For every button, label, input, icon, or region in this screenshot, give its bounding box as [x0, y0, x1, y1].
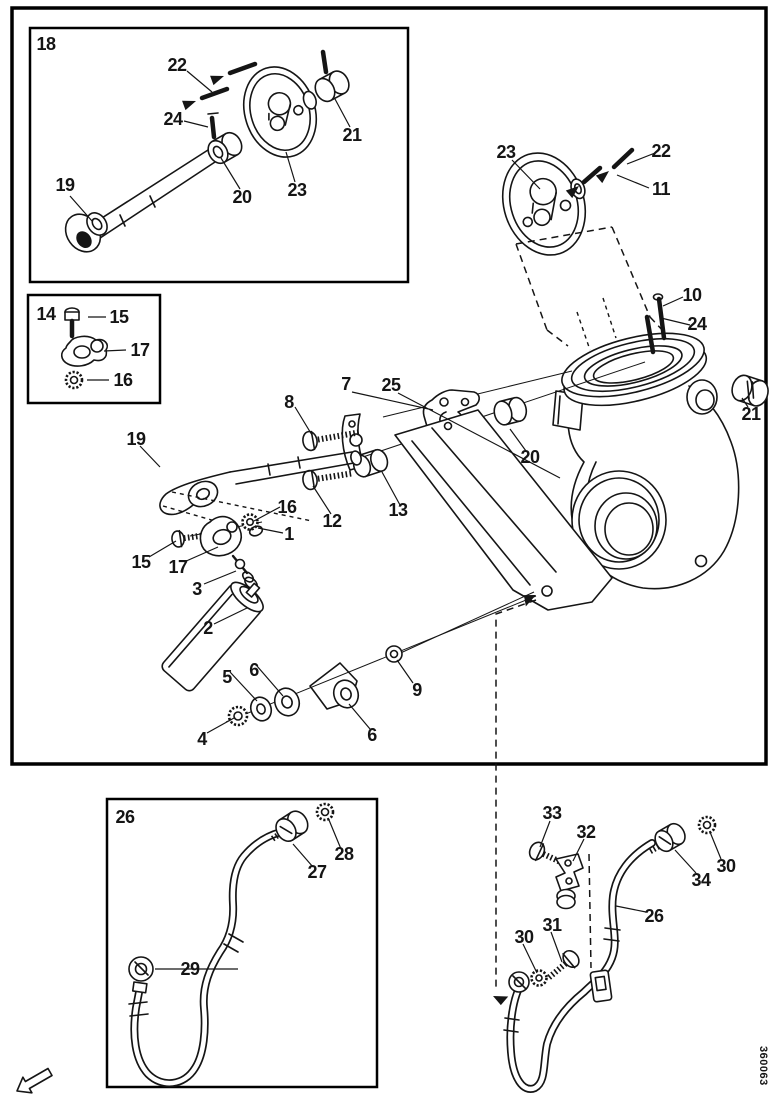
mount-washers	[226, 590, 539, 725]
callout-32: 32	[576, 822, 596, 842]
callout-28: 28	[334, 844, 354, 864]
callout-24: 24	[687, 314, 707, 334]
callout-2: 2	[203, 618, 213, 638]
callout-17: 17	[168, 557, 188, 577]
callout-11: 11	[651, 179, 671, 199]
direction-arrow-icon	[17, 1069, 52, 1093]
callout-27: 27	[307, 862, 327, 882]
callout-16: 16	[277, 497, 297, 517]
damper-cylinder-2	[160, 573, 357, 709]
callout-17-inset: 17	[130, 340, 150, 360]
callout-6-left: 6	[249, 660, 259, 680]
callout-9: 9	[412, 680, 422, 700]
callout-34: 34	[691, 870, 711, 890]
callout-26: 26	[644, 906, 664, 926]
callout-15-inset: 15	[109, 307, 129, 327]
callout-26-inset-title: 26	[115, 807, 135, 827]
callout-20: 20	[520, 447, 540, 467]
callout-12: 12	[322, 511, 342, 531]
callout-23: 23	[496, 142, 516, 162]
clamp-hardware	[171, 515, 264, 556]
inset-18-lateral-rod-assembly	[58, 52, 352, 259]
callout-19-inset: 19	[55, 175, 75, 195]
callout-6-right: 6	[367, 725, 377, 745]
callout-7: 7	[341, 374, 351, 394]
callout-16-inset: 16	[113, 370, 133, 390]
callout-24-inset: 24	[163, 109, 183, 129]
callout-5: 5	[222, 667, 232, 687]
callout-18-inset-title: 18	[36, 34, 56, 54]
callout-4: 4	[197, 729, 207, 749]
bushing-20	[492, 396, 529, 427]
hose-installed-view	[504, 817, 721, 1089]
callout-20-inset: 20	[232, 187, 252, 207]
callout-25: 25	[381, 375, 401, 395]
callout-14-inset-title: 14	[36, 304, 56, 324]
callout-33: 33	[542, 803, 562, 823]
callout-21-inset: 21	[342, 125, 362, 145]
inset-26-hose-assembly	[129, 804, 341, 1083]
callout-1: 1	[284, 524, 294, 544]
drive-pins-22	[566, 150, 632, 198]
callout-3: 3	[192, 579, 202, 599]
callout-21: 21	[741, 404, 761, 424]
callout-15: 15	[131, 552, 151, 572]
callout-22: 22	[651, 141, 671, 161]
callout-22-inset: 22	[167, 55, 187, 75]
callout-23-inset: 23	[287, 180, 307, 200]
callout-13: 13	[388, 500, 408, 520]
callout-30-lower: 30	[514, 927, 534, 947]
callout-29: 29	[180, 959, 200, 979]
callout-30-upper: 30	[716, 856, 736, 876]
callout-31: 31	[542, 915, 562, 935]
callout-10: 10	[682, 285, 702, 305]
figure-number: 360063	[757, 1046, 769, 1086]
callout-19: 19	[126, 429, 146, 449]
callout-8: 8	[284, 392, 294, 412]
